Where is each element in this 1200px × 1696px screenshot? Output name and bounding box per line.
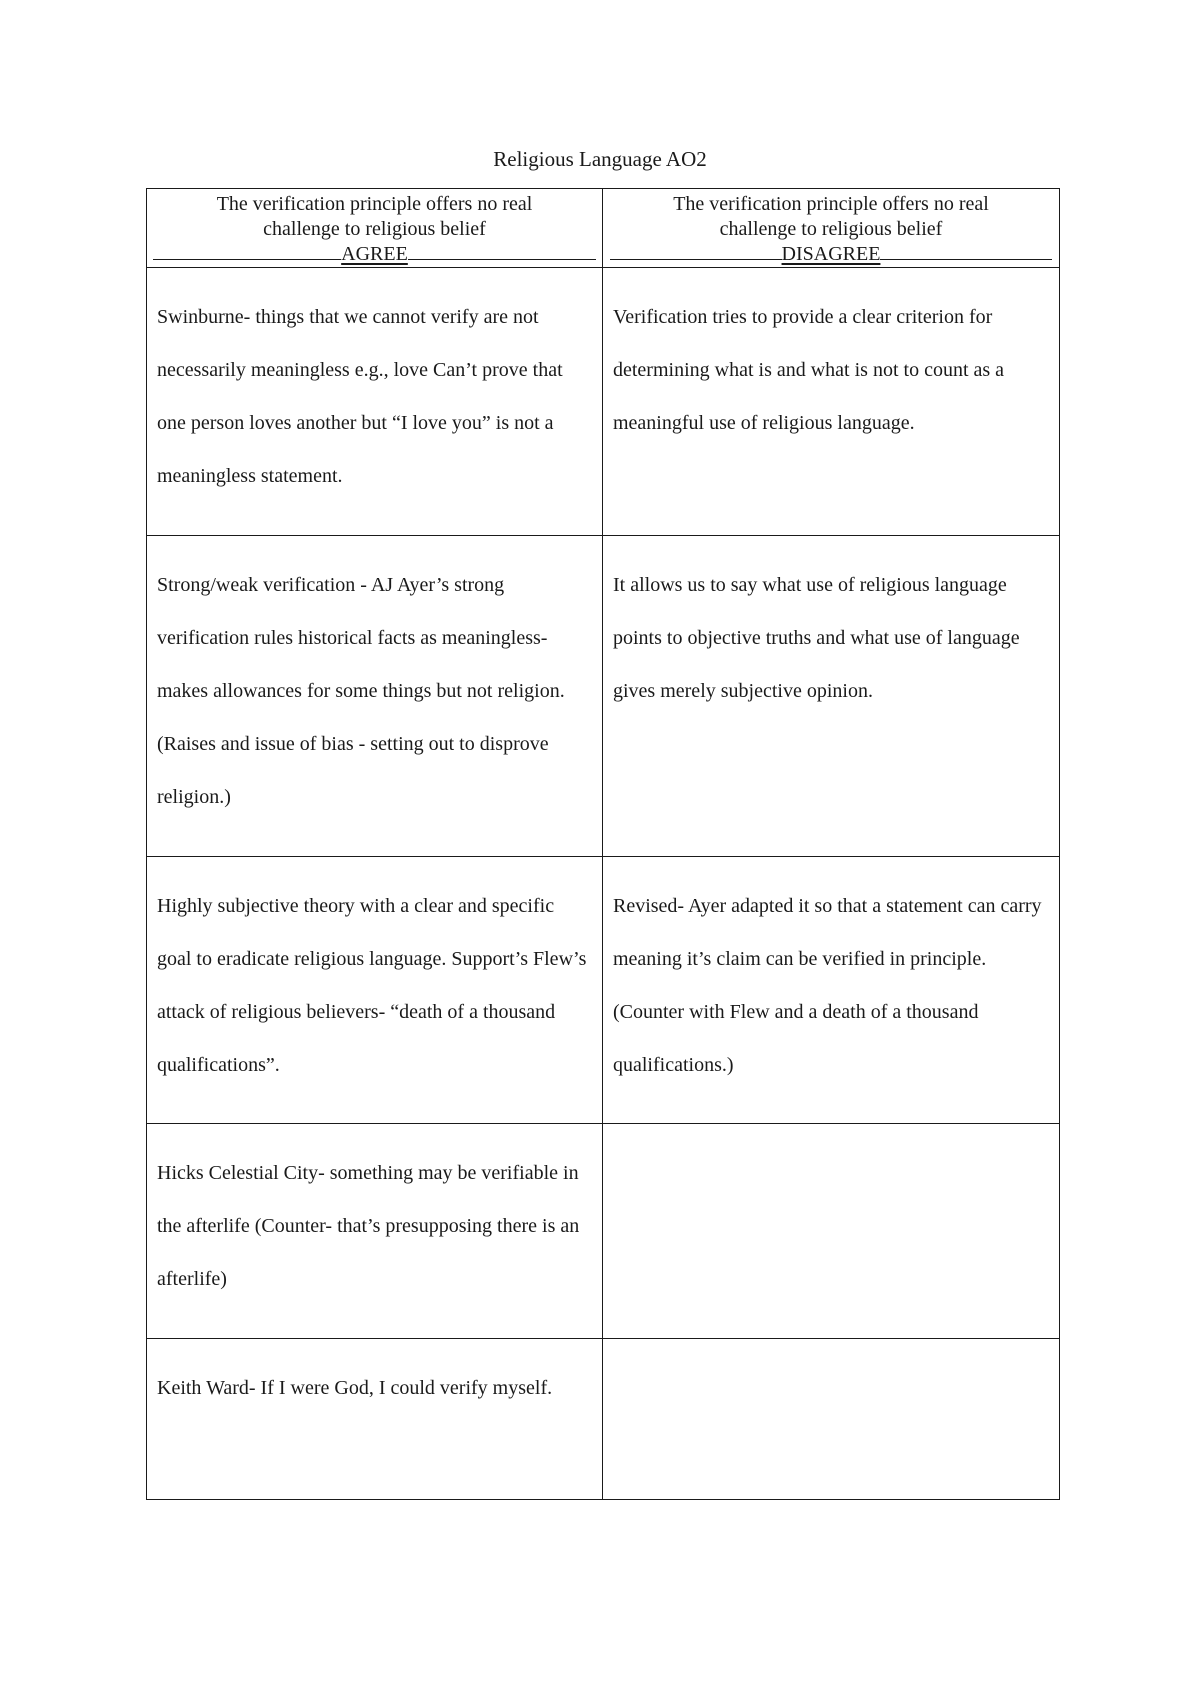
agree-point: Keith Ward- If I were God, I could verify myself.	[157, 1377, 553, 1399]
header-disagree-stance: DISAGREE	[781, 243, 881, 265]
underline-right	[408, 241, 596, 260]
page-title: Religious Language AO2	[493, 147, 707, 171]
agree-disagree-table	[146, 188, 1060, 1500]
underline-left	[610, 241, 782, 260]
header-disagree-line1: The verification principle offers no real	[673, 193, 989, 215]
disagree-point: Revised- Ayer adapted it so that a statement can carry meaning it’s claim can be verified in principle. (Counter with Flew and a death of a thousand qualifications.)	[613, 895, 1042, 1076]
disagree-point: It allows us to say what use of religious language points to objective truths and what use of language gives merely subjective opinion.	[613, 574, 1020, 702]
table-header-row	[147, 189, 1060, 268]
header-agree-line1: The verification principle offers no real	[216, 193, 533, 215]
disagree-point	[603, 1124, 1059, 1147]
table-row	[147, 536, 1060, 857]
underline-right	[880, 241, 1052, 260]
table-row	[147, 1124, 1060, 1339]
table-row	[147, 268, 1060, 536]
agree-point: Swinburne- things that we cannot verify are not necessarily meaningless e.g., love Can’t prove that one person loves another but “I love you” is not a meaningless statement.	[157, 306, 563, 487]
disagree-point	[603, 1339, 1059, 1362]
agree-point: Strong/weak verification - AJ Ayer’s strong verification rules historical facts as meaningless- makes allowances for some things but not religion. (Raises and issue of bias - setting out to disprove religion.)	[157, 574, 565, 808]
header-agree-stance-line	[147, 241, 602, 267]
agree-point: Highly subjective theory with a clear and specific goal to eradicate religious language. Support’s Flew’s attack of religious believers- “death of a thousand qualifications”.	[157, 895, 587, 1076]
header-disagree	[603, 189, 1060, 268]
header-agree-line2: challenge to religious belief	[263, 218, 486, 240]
header-agree	[147, 189, 603, 268]
header-disagree-stance-line	[603, 241, 1059, 267]
table-row	[147, 1339, 1060, 1500]
agree-point: Hicks Celestial City- something may be verifiable in the afterlife (Counter- that’s presupposing there is an afterlife)	[157, 1162, 580, 1290]
disagree-point: Verification tries to provide a clear criterion for determining what is and what is not to count as a meaningful use of religious language.	[613, 306, 1005, 434]
header-agree-stance: AGREE	[341, 243, 408, 265]
underline-left	[153, 241, 341, 260]
header-disagree-line2: challenge to religious belief	[719, 218, 943, 240]
table-row	[147, 857, 1060, 1124]
